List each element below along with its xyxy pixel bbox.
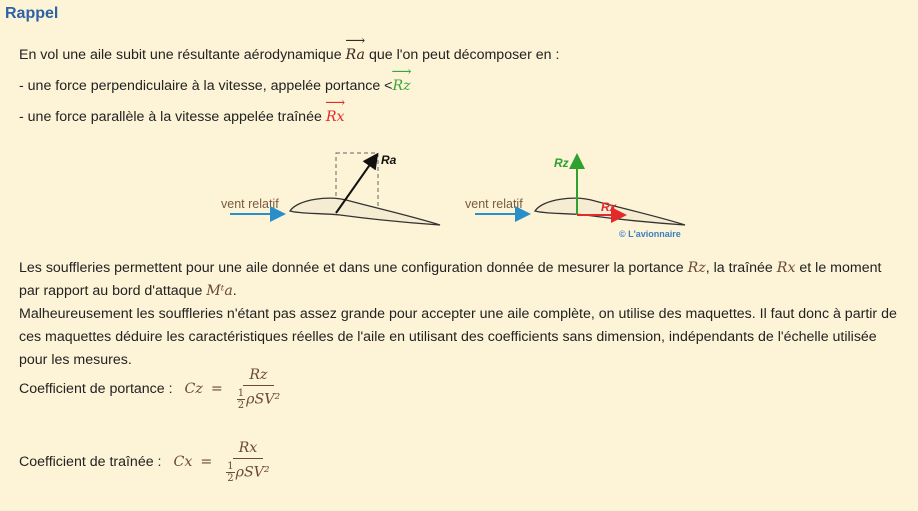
formula-cz-denominator-wrap — [237, 386, 280, 411]
formula-cz-denominator: ρSV² — [246, 391, 281, 408]
para1-b: , la traînée — [705, 260, 773, 276]
formula-cx-fraction — [226, 440, 269, 484]
credit-text: © L'avionnaire — [619, 229, 681, 239]
para1-rx: Rx — [776, 260, 796, 276]
one-half — [237, 388, 245, 411]
intro-text: En vol une aile subit une résultante aérodynamique — [19, 47, 342, 63]
bullet-trainee — [19, 109, 345, 125]
ra-symbol: ⟶ Ra — [346, 47, 365, 63]
section-title: Rappel — [5, 5, 59, 22]
para1-mta: Mᵗa — [206, 283, 233, 299]
para1-d: . — [232, 283, 237, 299]
half-den: 2 — [227, 473, 234, 484]
paragraph-souffleries — [19, 257, 904, 303]
equals-sign: = — [210, 381, 223, 397]
half-den: 2 — [237, 400, 245, 411]
formula-cz — [19, 367, 280, 411]
formula-cz-fraction — [237, 367, 280, 411]
formula-cz-numerator: Rz — [243, 367, 273, 386]
airfoil-left — [290, 198, 440, 225]
paragraph-maquettes: Malheureusement les souffleries n'étant pas assez grande pour accepter une aile complète, on utilise des maquettes. Il faut donc à partir de ces maquettes déduire les caractéristiques réelles de l'aile en utilisant des coefficients sans dimension, indépendants de l'échelle utilisée pour les mesures. — [19, 306, 897, 368]
para1-c: et le moment par rapport au bord d'attaque — [19, 260, 882, 299]
formula-cx-label: Coefficient de traînée : — [19, 454, 162, 470]
formula-cx-denominator: ρSV² — [235, 464, 270, 481]
para1-a: Les souffleries permettent pour une aile donnée et dans une configuration donnée de mesurer la portance — [19, 260, 684, 276]
bullet-portance-text: - une force perpendiculaire à la vitesse, appelée portance < — [19, 78, 393, 94]
one-half — [226, 461, 234, 484]
ra-label: Ra — [381, 153, 397, 167]
half-num: 1 — [227, 461, 234, 472]
formula-cz-label: Coefficient de portance : — [19, 381, 173, 397]
intro-text-2: que l'on peut décomposer en : — [368, 47, 560, 63]
formula-cz-lhs: Cz — [184, 381, 203, 397]
diagram-decomposition — [455, 145, 695, 245]
half-num: 1 — [237, 388, 245, 399]
bullet-portance — [19, 78, 411, 94]
rz-label: Rz — [554, 156, 569, 170]
para1-rz: Rz — [687, 260, 706, 276]
wind-label-right: vent relatif — [465, 197, 523, 211]
intro-line — [19, 47, 559, 63]
formula-cx-lhs: Cx — [173, 454, 193, 470]
bullet-trainee-text: - une force parallèle à la vitesse appelée traînée — [19, 109, 322, 125]
rx-label: Rx — [601, 200, 617, 214]
formula-cx-numerator: Rx — [233, 440, 264, 459]
diagram-resultante — [210, 145, 450, 235]
equals-sign: = — [200, 454, 213, 470]
rx-symbol: ⟶ Rx — [326, 109, 345, 125]
wind-label-left: vent relatif — [221, 197, 279, 211]
formula-cx — [19, 440, 270, 484]
formula-cx-denominator-wrap — [226, 459, 269, 484]
rz-symbol: ⟶ Rz — [392, 78, 410, 94]
